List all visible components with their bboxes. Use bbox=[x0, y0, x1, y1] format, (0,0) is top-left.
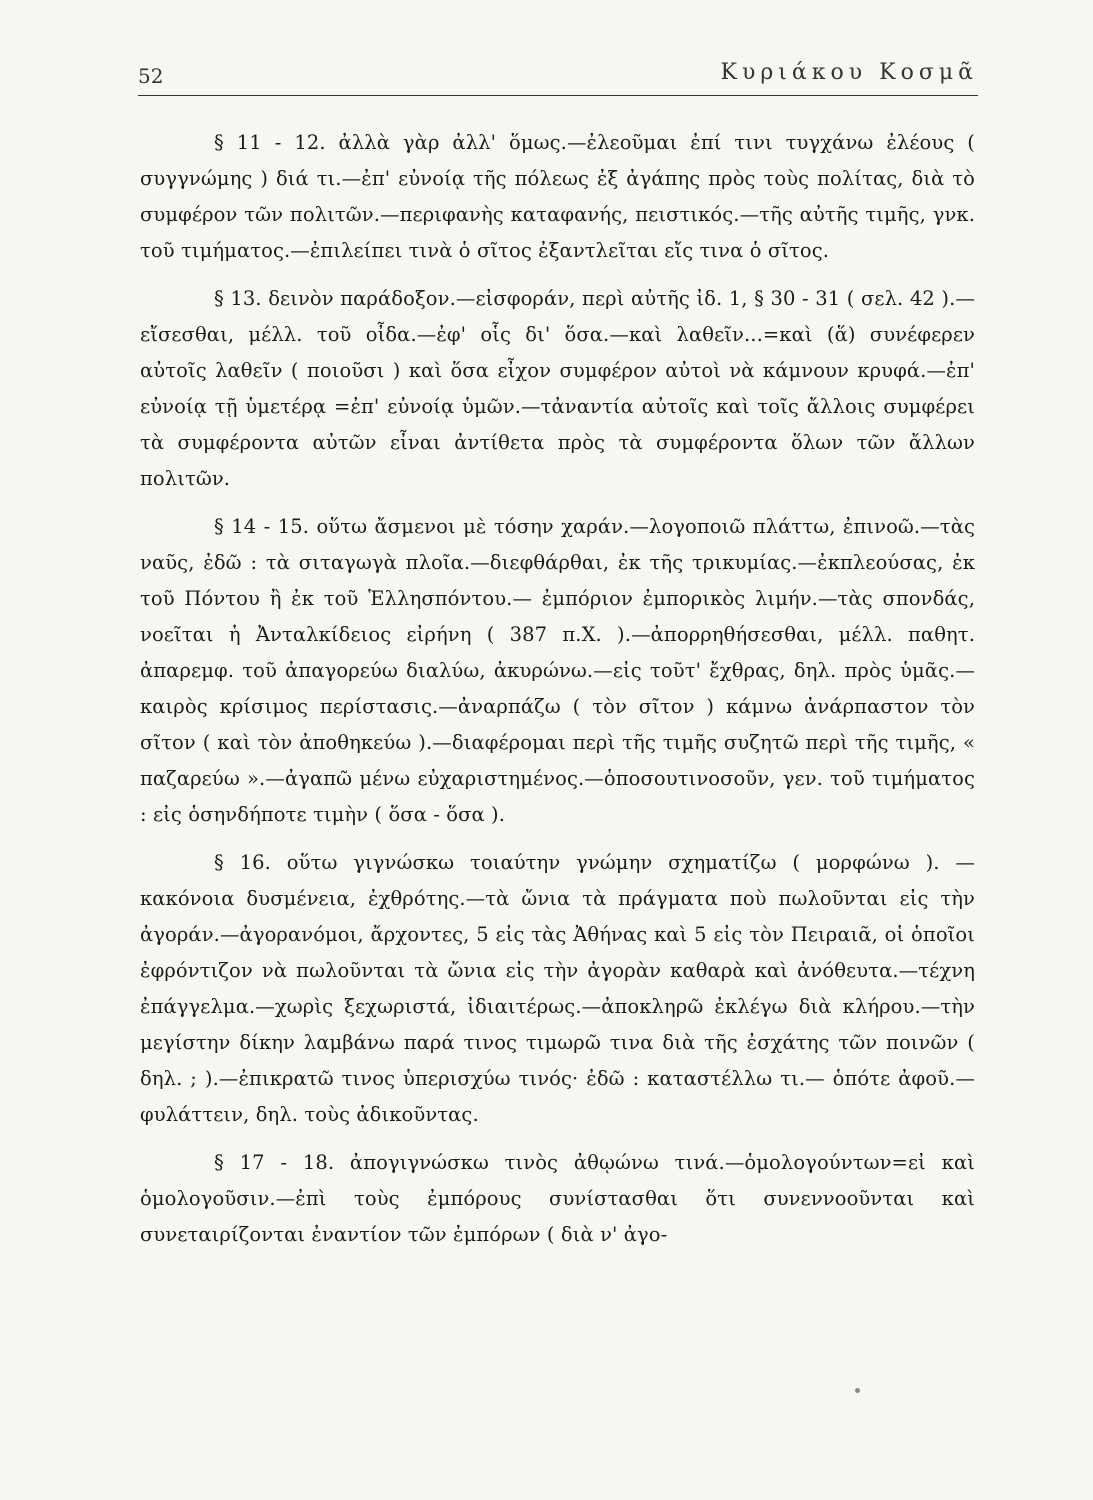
paragraph-text: § 14 - 15. οὕτω ἄσμενοι μὲ τόσην χαράν.—λογοποιῶ πλάττω, ἐπινοῶ.—τὰς ναῦς, ἐδῶ : τὰ σιταγωγὰ πλοῖα.—διεφθάρθαι, ἐκ τῆς τρικυμίας.—ἐκπλεούσας, ἐκ τοῦ Πόντου ἢ ἐκ τοῦ Ἑλλησπόντου.— ἐμπόριον ἐμπορικὸς λιμήν.—τὰς σπονδάς, νοεῖται ἡ Ἀνταλκίδειος εἰρήνη ( 387 π.Χ. ).—ἀπορρηθήσεσθαι, μέλλ. παθητ. ἀπαρεμφ. τοῦ ἀπαγορεύω διαλύω, ἀκυρώνω.—εἰς τοῦτ' ἔχθρας, δηλ. πρὸς ὑμᾶς.— καιρὸς κρίσιμος περίστασις.—ἀναρπάζω ( τὸν σῖτον ) κάμνω ἀνάρπαστον τὸν σῖτον ( καὶ τὸν ἀποθηκεύω ).—διαφέρομαι περὶ τῆς τιμῆς συζητῶ περὶ τῆς τιμῆς, « παζαρεύω ».—ἀγαπῶ μένω εὐχαριστημένος.—ὁποσουτινοσοῦν, γεν. τοῦ τιμήματος : εἰς ὁσηνδήποτε τιμὴν ( ὅσα - ὅσα ). bbox=[140, 515, 975, 826]
page-number: 52 bbox=[138, 64, 164, 88]
commentary-body bbox=[140, 125, 975, 1265]
paragraph-text: § 17 - 18. ἀπογιγνώσκω τινὸς ἀθῳώνω τινά.—ὁμολογούντων=εἰ καὶ ὁμολογοῦσιν.—ἐπὶ τοὺς ἐμπόρους συνίστασθαι ὅτι συνεννοοῦνται καὶ συνεταιρίζονται ἐναντίον τῶν ἐμπόρων ( διὰ ν' ἀγο- bbox=[140, 1151, 975, 1246]
commentary-paragraph bbox=[140, 845, 975, 1133]
ink-speck bbox=[855, 1388, 860, 1393]
commentary-paragraph bbox=[140, 125, 975, 269]
running-head: Κυριάκου Κοσμᾶ bbox=[720, 60, 978, 85]
paragraph-text: § 13. δεινὸν παράδοξον.—εἰσφοράν, περὶ αὐτῆς ἰδ. 1, § 30 - 31 ( σελ. 42 ).—εἴσεσθαι, μέλλ. τοῦ οἶδα.—ἐφ' οἷς δι' ὅσα.—καὶ λαθεῖν...=καὶ (ἅ) συνέφερεν αὐτοῖς λαθεῖν ( ποιοῦσι ) καὶ ὅσα εἶχον συμφέρον αὐτοὶ νὰ κάμνουν κρυφά.—ἐπ' εὐνοίᾳ τῇ ὑμετέρᾳ =ἐπ' εὐνοίᾳ ὑμῶν.—τἀναντία αὐτοῖς καὶ τοῖς ἄλλοις συμφέρει τὰ συμφέροντα αὐτῶν εἶναι ἀντίθετα πρὸς τὰ συμφέροντα ὅλων τῶν ἄλλων πολιτῶν. bbox=[140, 287, 975, 490]
page-header bbox=[138, 58, 978, 92]
paragraph-text: § 11 - 12. ἀλλὰ γὰρ ἀλλ' ὅμως.—ἐλεοῦμαι ἐπί τινι τυγχάνω ἐλέους ( συγγνώμης ) διά τι.—ἐπ' εὐνοίᾳ τῆς πόλεως ἐξ ἀγάπης πρὸς τοὺς πολίτας, διὰ τὸ συμφέρον τῶν πολιτῶν.—περιφανὴς καταφανής, πειστικός.—τῆς αὐτῆς τιμῆς, γνκ. τοῦ τιμήματος.—ἐπιλείπει τινὰ ὁ σῖτος ἐξαντλεῖται εἴς τινα ὁ σῖτος. bbox=[140, 131, 975, 262]
paragraph-text: § 16. οὕτω γιγνώσκω τοιαύτην γνώμην σχηματίζω ( μορφώνω ). — κακόνοια δυσμένεια, ἐχθρότης.—τὰ ὤνια τὰ πράγματα ποὺ πωλοῦνται εἰς τὴν ἀγοράν.—ἀγορανόμοι, ἄρχοντες, 5 εἰς τὰς Ἀθήνας καὶ 5 εἰς τὸν Πειραιᾶ, οἱ ὁποῖοι ἐφρόντιζον νὰ πωλοῦνται τὰ ὤνια εἰς τὴν ἀγορὰν καθαρὰ καὶ ἀνόθευτα.—τέχνη ἐπάγγελμα.—χωρὶς ξεχωριστά, ἰδιαιτέρως.—ἀποκληρῶ ἐκλέγω διὰ κλήρου.—τὴν μεγίστην δίκην λαμβάνω παρά τινος τιμωρῶ τινα διὰ τῆς ἐσχάτης τῶν ποινῶν ( δηλ. ; ).—ἐπικρατῶ τινος ὑπερισχύω τινός· ἐδῶ : καταστέλλω τι.— ὁπότε ἀφοῦ.—φυλάττειν, δηλ. τοὺς ἀδικοῦντας. bbox=[140, 851, 975, 1126]
commentary-paragraph bbox=[140, 281, 975, 497]
commentary-paragraph bbox=[140, 1145, 975, 1253]
commentary-paragraph bbox=[140, 509, 975, 833]
header-rule bbox=[138, 95, 978, 96]
